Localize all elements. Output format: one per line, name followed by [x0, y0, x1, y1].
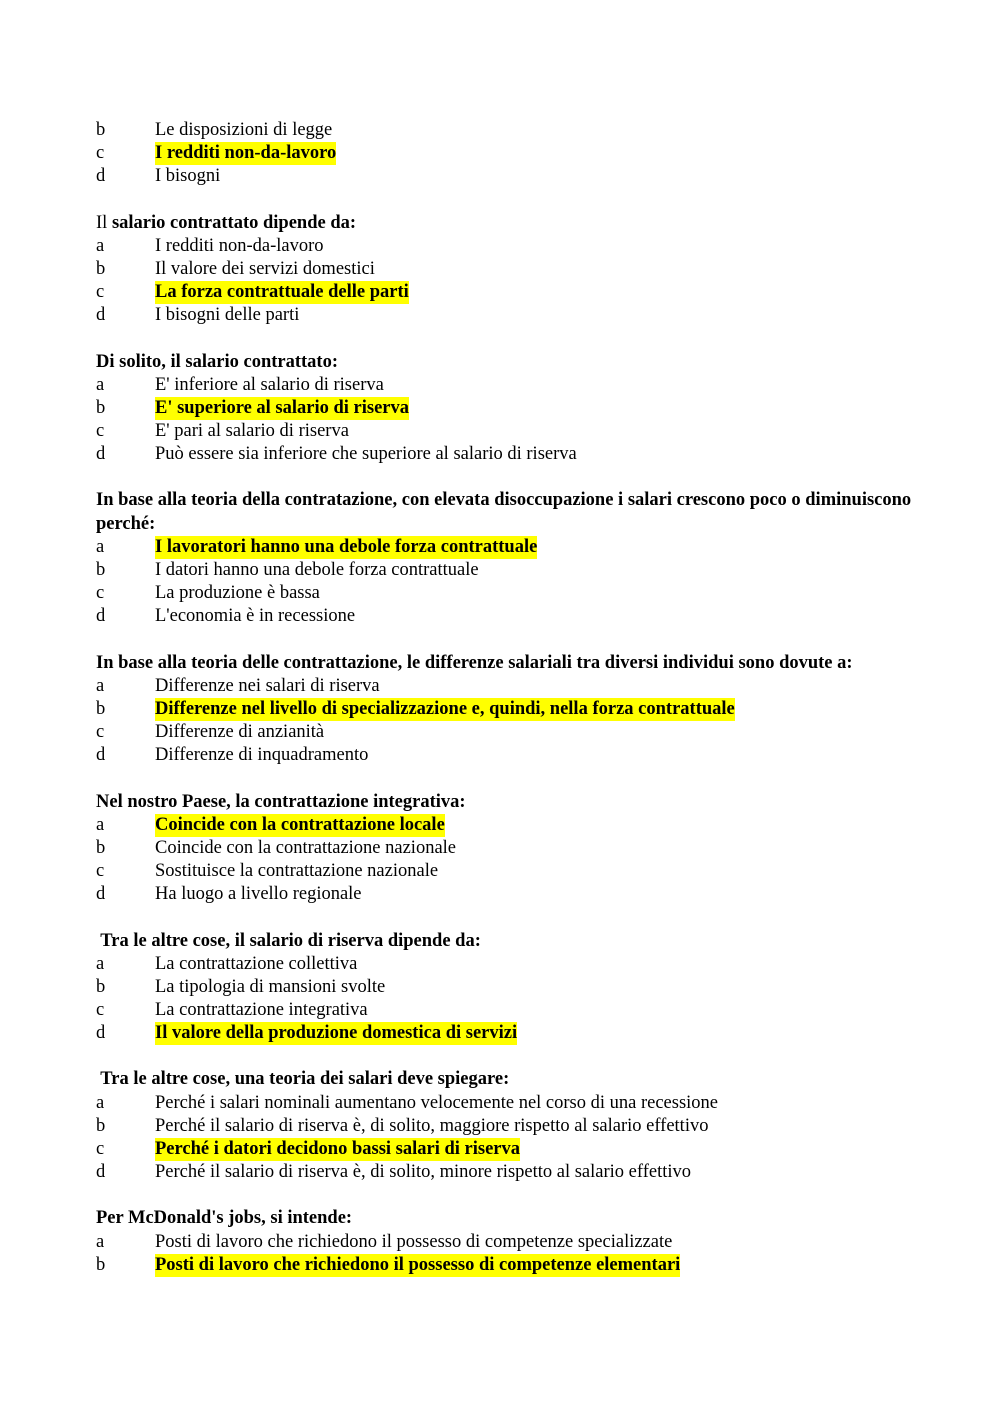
- option-letter: c: [96, 282, 105, 303]
- option-letter: a: [96, 1092, 105, 1113]
- option-text: Le disposizioni di legge: [155, 120, 333, 140]
- option-text: Ha luogo a livello regionale: [155, 884, 362, 905]
- option-text: Perché il salario di riserva è, di solito, minore rispetto al salario effettivo: [155, 1162, 692, 1183]
- option-text-highlighted: I lavoratori hanno una debole forza contrattuale: [155, 536, 537, 559]
- answer-option: [96, 582, 916, 605]
- option-letter: b: [96, 837, 106, 858]
- answer-option: [96, 744, 916, 767]
- option-text: Perché i salari nominali aumentano velocemente nel corso di una recessione: [155, 1092, 719, 1113]
- option-text-highlighted: Coincide con la contrattazione locale: [155, 814, 445, 837]
- option-text: Differenze di anzianità: [155, 722, 325, 743]
- answer-option-correct: [96, 142, 916, 165]
- answer-option: [96, 976, 916, 999]
- option-letter: c: [96, 722, 105, 743]
- option-text: Differenze nei salari di riserva: [155, 675, 380, 696]
- option-letter: c: [96, 583, 105, 604]
- option-letter: b: [96, 560, 106, 581]
- option-text: E' pari al salario di riserva: [155, 421, 349, 442]
- option-text: L'economia è in recessione: [155, 606, 356, 627]
- option-text: Coincide con la contrattazione nazionale: [155, 837, 457, 858]
- option-text: Può essere sia inferiore che superiore al salario di riserva: [155, 444, 577, 465]
- answer-option-correct: [96, 1138, 916, 1161]
- option-text-highlighted: Il valore della produzione domestica di servizi: [155, 1022, 517, 1045]
- option-letter: d: [96, 166, 106, 187]
- question-prefix: Il: [96, 212, 112, 233]
- option-text: E' inferiore al salario di riserva: [155, 374, 384, 395]
- answer-option: [96, 235, 916, 258]
- option-letter: a: [96, 675, 105, 696]
- question-block: [96, 489, 916, 628]
- option-text: I bisogni delle parti: [155, 305, 300, 326]
- answer-option: [96, 420, 916, 443]
- question-text: In base alla teoria della contratazione, con elevata disoccupazione i salari crescono poco o diminuiscono perché:: [96, 490, 912, 534]
- question-block: [96, 1207, 916, 1277]
- option-letter: c: [96, 1139, 105, 1160]
- option-letter: d: [96, 444, 106, 465]
- option-text: I datori hanno una debole forza contrattuale: [155, 560, 479, 581]
- answer-option: [96, 675, 916, 698]
- option-letter: b: [96, 258, 106, 279]
- question-text: Tra le altre cose, una teoria dei salari deve spiegare:: [96, 1069, 510, 1090]
- option-text: I bisogni: [155, 166, 221, 187]
- option-letter: b: [96, 699, 106, 720]
- answer-option: [96, 374, 916, 397]
- question-block: [96, 652, 916, 768]
- answer-option-correct: [96, 1254, 916, 1277]
- answer-option: [96, 1092, 916, 1115]
- question-main: salario contrattato dipende da:: [111, 212, 357, 233]
- question-text: Nel nostro Paese, la contrattazione integrativa:: [96, 791, 466, 812]
- option-text-highlighted: Posti di lavoro che richiedono il possesso di competenze elementari: [155, 1254, 680, 1277]
- option-letter: c: [96, 143, 105, 164]
- question-block: [96, 930, 916, 1046]
- option-letter: a: [96, 235, 105, 256]
- option-text: La produzione è bassa: [155, 583, 320, 604]
- option-letter: d: [96, 1162, 106, 1183]
- answer-option: [96, 837, 916, 860]
- option-letter: b: [96, 976, 106, 997]
- answer-option-correct: [96, 397, 916, 420]
- question-block: [96, 1068, 916, 1184]
- option-letter: d: [96, 305, 106, 326]
- option-letter: a: [96, 536, 105, 557]
- option-letter: c: [96, 861, 105, 882]
- answer-option: [96, 953, 916, 976]
- option-text: La tipologia di mansioni svolte: [155, 976, 386, 997]
- answer-option: [96, 999, 916, 1022]
- option-letter: a: [96, 374, 105, 395]
- option-letter: c: [96, 1000, 105, 1021]
- answer-option: [96, 165, 916, 188]
- option-text-highlighted: I redditi non-da-lavoro: [155, 142, 336, 165]
- question-text: Per McDonald's jobs, si intende:: [96, 1208, 353, 1229]
- option-text: Il valore dei servizi domestici: [155, 258, 375, 279]
- answer-option-correct: [96, 814, 916, 837]
- option-text-highlighted: Differenze nel livello di specializzazione e, quindi, nella forza contrattuale: [155, 698, 735, 721]
- answer-option: [96, 1231, 916, 1254]
- option-text: I redditi non-da-lavoro: [155, 235, 324, 256]
- option-letter: d: [96, 745, 106, 766]
- answer-option-correct: [96, 536, 916, 559]
- document-page: [96, 119, 916, 1300]
- answer-option-correct: [96, 1022, 916, 1045]
- option-text: Perché il salario di riserva è, di solito, maggiore rispetto al salario effettivo: [155, 1115, 709, 1136]
- answer-option: [96, 559, 916, 582]
- option-letter: b: [96, 1254, 106, 1275]
- answer-option: [96, 443, 916, 466]
- option-text: Posti di lavoro che richiedono il possesso di competenze specializzate: [155, 1231, 673, 1252]
- answer-option: [96, 883, 916, 906]
- answer-option-correct: [96, 698, 916, 721]
- question-text: Di solito, il salario contrattato:: [96, 351, 338, 372]
- question-block: [96, 791, 916, 907]
- option-letter: d: [96, 1023, 106, 1044]
- answer-option: [96, 605, 916, 628]
- answer-option: [96, 258, 916, 281]
- answer-option: [96, 721, 916, 744]
- answer-option: [96, 119, 916, 142]
- question-text: In base alla teoria delle contrattazione, le differenze salariali tra diversi individui sono dovute a:: [96, 652, 853, 673]
- option-text: La contrattazione collettiva: [155, 953, 358, 974]
- question-text: Tra le altre cose, il salario di riserva dipende da:: [96, 930, 481, 951]
- question-block: [96, 351, 916, 467]
- question-block: [96, 212, 916, 328]
- answer-option: [96, 304, 916, 327]
- option-letter: a: [96, 953, 105, 974]
- answer-option-correct: [96, 281, 916, 304]
- option-letter: a: [96, 1231, 105, 1252]
- answer-option: [96, 860, 916, 883]
- option-text: Differenze di inquadramento: [155, 745, 369, 766]
- option-letter: b: [96, 120, 106, 140]
- option-letter: d: [96, 884, 106, 905]
- question-block: [96, 119, 916, 189]
- option-letter: d: [96, 606, 106, 627]
- option-text-highlighted: E' superiore al salario di riserva: [155, 397, 409, 420]
- option-letter: b: [96, 397, 106, 418]
- option-text-highlighted: Perché i datori decidono bassi salari di riserva: [155, 1138, 520, 1161]
- question-text: [96, 212, 916, 235]
- answer-option: [96, 1115, 916, 1138]
- option-letter: b: [96, 1115, 106, 1136]
- option-letter: c: [96, 421, 105, 442]
- option-letter: a: [96, 814, 105, 835]
- answer-option: [96, 1161, 916, 1184]
- option-text: La contrattazione integrativa: [155, 1000, 368, 1021]
- option-text-highlighted: La forza contrattuale delle parti: [155, 281, 409, 304]
- option-text: Sostituisce la contrattazione nazionale: [155, 861, 439, 882]
